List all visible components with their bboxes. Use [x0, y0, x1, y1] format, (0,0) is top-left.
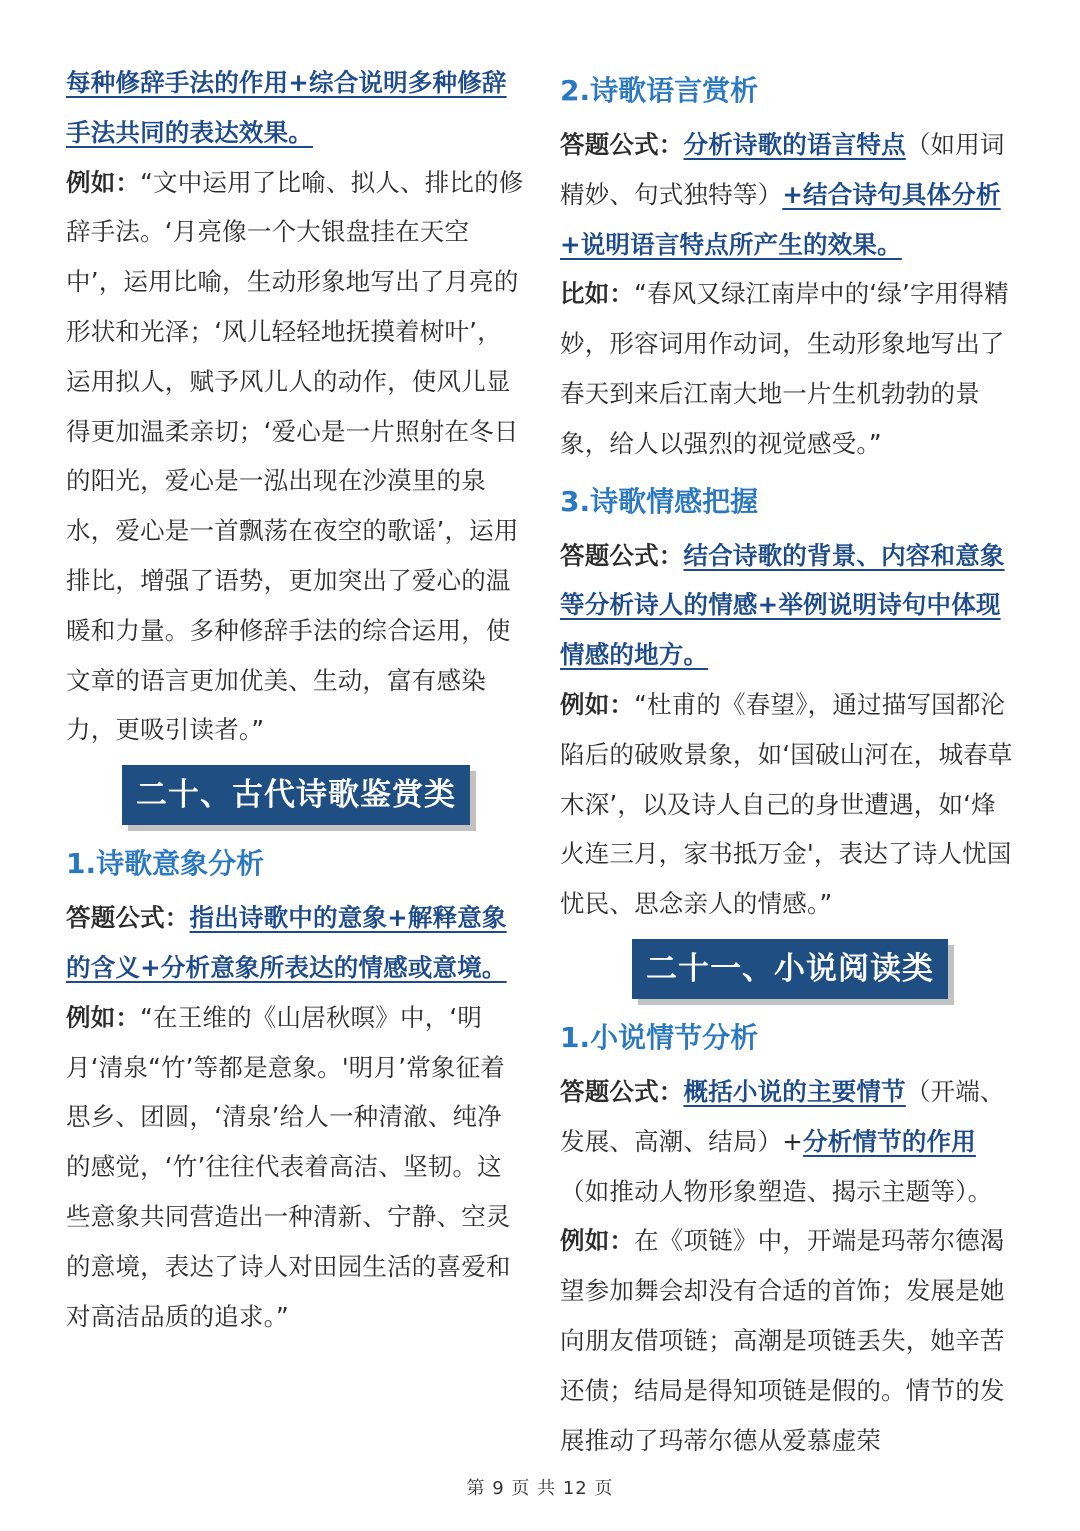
- subheading-emotion: 3.诗歌情感把握: [560, 484, 759, 518]
- emotion-example: [560, 680, 1020, 929]
- section-banner-21: [560, 939, 1020, 999]
- language-formula: [560, 120, 1020, 269]
- formula-text-a: 分析诗歌的语言特点: [683, 130, 906, 159]
- formula-text-b: +结合诗句具体分析+说明语言特点所产生的效果。: [560, 179, 1001, 259]
- formula-note-a: （开端、发展、高潮、结局）+: [560, 1076, 1005, 1156]
- right-column: [560, 66, 1020, 1465]
- formula-text: 每种修辞手法的作用+综合说明多种修辞手法共同的表达效果。: [66, 68, 507, 147]
- subheading-language: 2.诗歌语言赏析: [560, 74, 759, 107]
- formula-text: 结合诗歌的背景、内容和意象等分析诗人的情感+举例说明诗句中体现情感的地方。: [560, 540, 1005, 670]
- plot-example: [560, 1216, 1020, 1465]
- section-title: 二十一、小说阅读类: [632, 939, 948, 999]
- formula-label: 答题公式：: [66, 903, 190, 933]
- left-column: [66, 58, 526, 1341]
- example-text: “杜甫的《春望》，通过描写国都沦陷后的破败景象，如‘国破山河在，城春草木深’，以及诗人自己的身世遭遇，如‘烽火连三月，家书抵万金'，表达了诗人忧国忧民、思念亲人的情感。”: [560, 689, 1013, 919]
- section-banner-20: [66, 765, 526, 825]
- example-label: 例如：: [66, 1002, 141, 1032]
- emotion-formula: [560, 531, 1020, 680]
- language-example: [560, 269, 1020, 468]
- example-text: 在《项链》中，开端是玛蒂尔德渴望参加舞会却没有合适的首饰；发展是她向朋友借项链；高潮是项链丢失，她辛苦还债；结局是得知项链是假的。情节的发展推动了玛蒂尔德从爱慕虚荣: [560, 1226, 1005, 1455]
- formula-text-a: 概括小说的主要情节: [683, 1076, 906, 1106]
- plot-formula: [560, 1067, 1020, 1216]
- example-label: 例如：: [560, 689, 635, 719]
- example-label: 例如：: [560, 1226, 635, 1256]
- subheading-plot: 1.小说情节分析: [560, 1020, 759, 1054]
- example-text: “文中运用了比喻、拟人、排比的修辞手法。‘月亮像一个大银盘挂在天空中’，运用比喻，生动形象地写出了月亮的形状和光泽；‘风儿轻轻地抚摸着树叶’，运用拟人，赋予风儿人的动作，使风儿显得更加温柔亲切；‘爱心是一片照射在冬日的阳光，爱心是一泓出现在沙漠里的泉水，爱心是一首飘荡在夜空的歌谣’，运用排比，增强了语势，更加突出了爱心的温暖和力量。多种修辞手法的综合运用，使文章的语言更加优美、生动，富有感染力，更吸引读者。”: [66, 167, 524, 745]
- formula-label: 答题公式：: [560, 540, 684, 570]
- section-title: 二十、古代诗歌鉴赏类: [122, 765, 470, 825]
- formula-note-b: （如推动人物形象塑造、揭示主题等）。: [560, 1176, 993, 1206]
- formula-label: 答题公式：: [560, 1076, 684, 1106]
- example-label: 比如：: [560, 279, 635, 309]
- formula-text: 指出诗歌中的意象+解释意象的含义+分析意象所表达的情感或意境。: [66, 903, 507, 982]
- formula-text-b: 分析情节的作用: [803, 1126, 976, 1156]
- rhetoric-formula-end: [66, 58, 526, 158]
- imagery-example: [66, 993, 526, 1342]
- example-text: “春风又绿江南岸中的‘绿’字用得精妙，形容词用作动词，生动形象地写出了春天到来后江南大地一片生机勃勃的景象，给人以强烈的视觉感受。”: [560, 279, 1009, 458]
- page-number: 第 9 页 共 12 页: [466, 1478, 614, 1499]
- example-label: 例如：: [66, 167, 141, 197]
- formula-label: 答题公式：: [560, 130, 684, 159]
- subheading-imagery: 1.诗歌意象分析: [66, 847, 265, 881]
- example-text: “在王维的《山居秋暝》中，‘明月‘清泉“竹’等都是意象。'明月’常象征着思乡、团圆，‘清泉’给人一种清澈、纯净的感觉，‘竹’往往代表着高洁、坚韧。这些意象共同营造出一种清新、宁静、空灵的意境，表达了诗人对田园生活的喜爱和对高洁品质的追求。”: [66, 1002, 511, 1331]
- formula-note: （如用词精妙、句式独特等）: [560, 130, 1005, 209]
- imagery-formula: [66, 893, 526, 993]
- rhetoric-example: [66, 158, 526, 756]
